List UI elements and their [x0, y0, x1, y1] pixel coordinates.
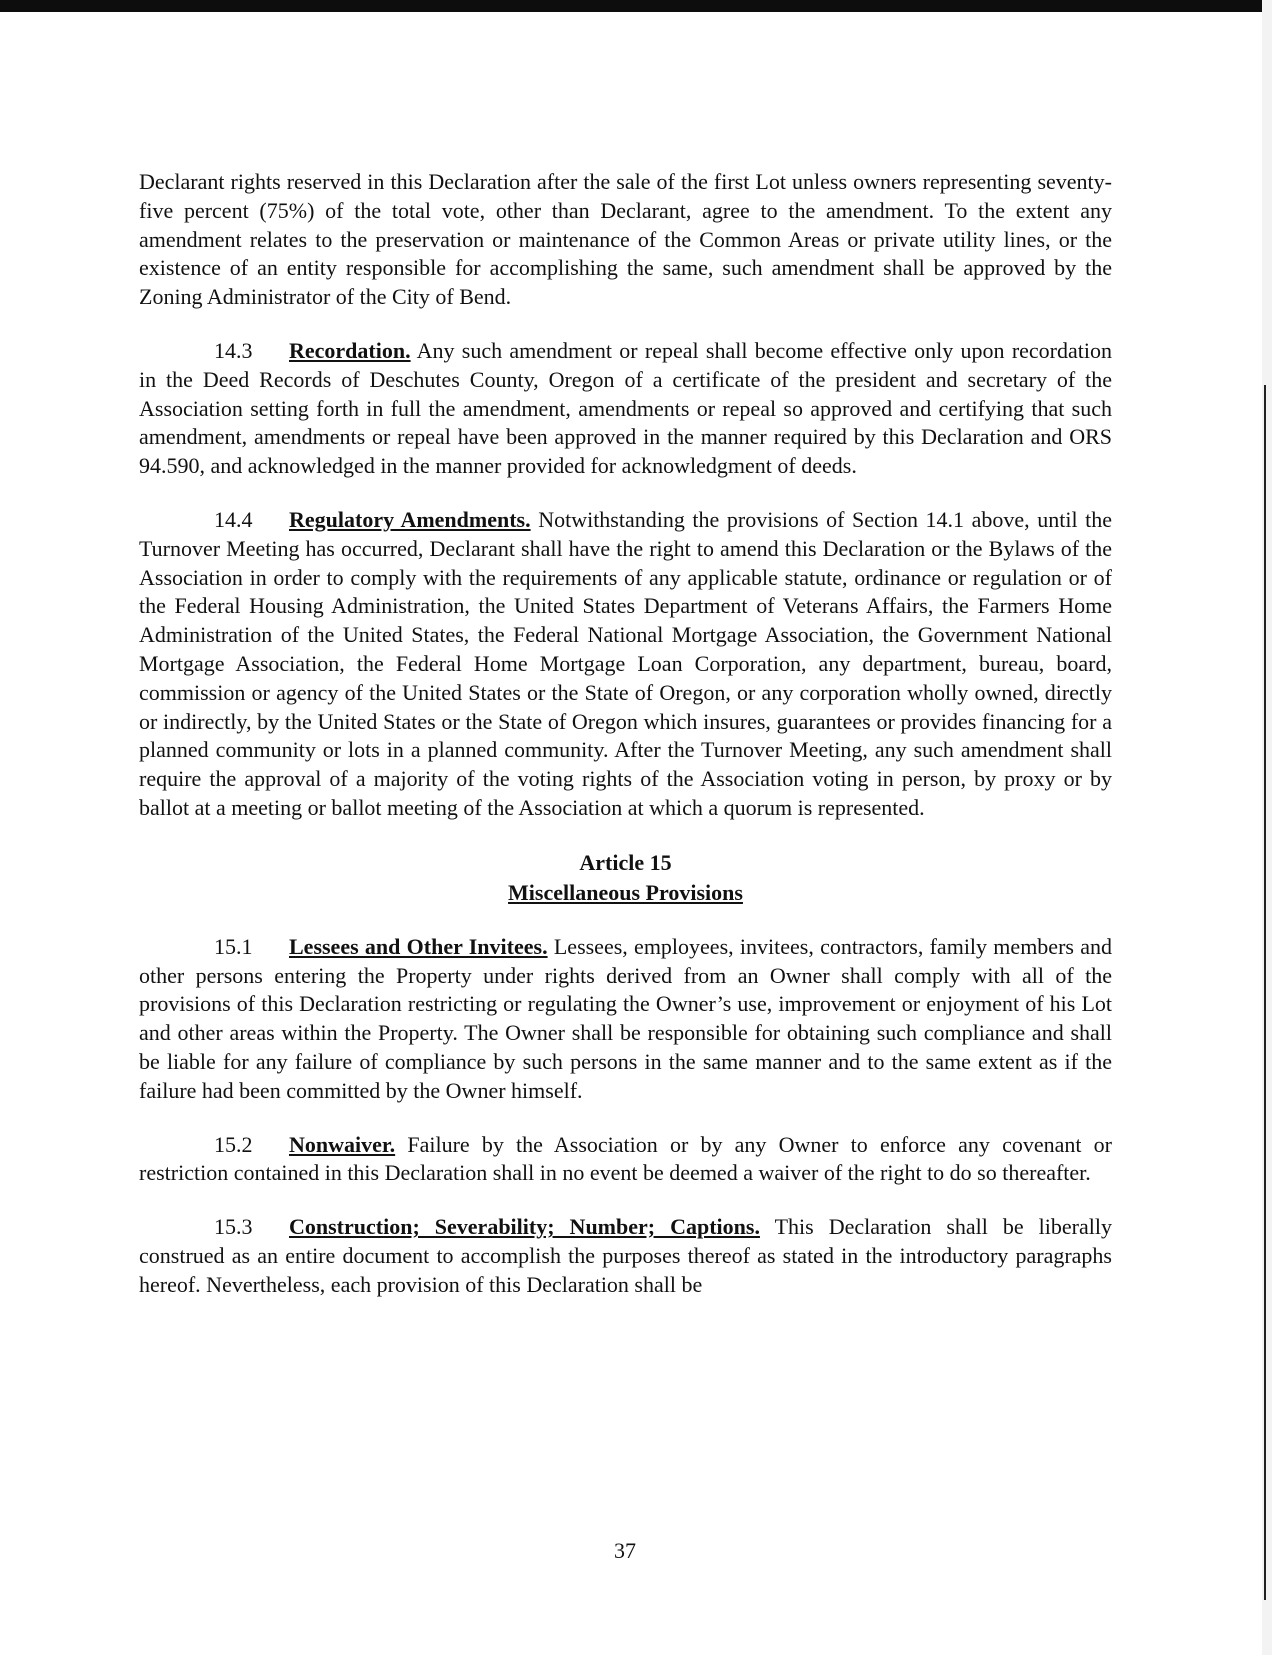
section-heading: Recordation.: [289, 337, 411, 363]
section-heading: Construction; Severability; Number; Captions.: [289, 1214, 760, 1240]
section-body: Any such amendment or repeal shall become effective only upon recordation in the Deed Records of Deschutes County, Oregon of a certificate of the president and secretary of the Association setting forth in full the amendment, amendments or repeal so approved and certifying that such amendment, amendments or repeal have been approved in the manner required by this Declaration and ORS 94.590, and acknowledged in the manner provided for acknowledgment of deeds.: [139, 337, 1112, 479]
section-number: 14.3: [214, 337, 253, 363]
section-14-3: [139, 337, 1112, 481]
section-heading: Lessees and Other Invitees.: [289, 933, 548, 959]
section-15-2: [139, 1131, 1112, 1189]
section-heading: Nonwaiver.: [289, 1131, 396, 1157]
article-heading: [139, 848, 1112, 908]
document-body: [139, 168, 1112, 1325]
section-body: Notwithstanding the provisions of Section 14.1 above, until the Turnover Meeting has occurred, Declarant shall have the right to amend this Declaration or the Bylaws of the Association in order to comply with the requirements of any applicable statute, ordinance or regulation or of the Federal Housing Administration, the United States Department of Veterans Affairs, the Farmers Home Administration of the United States, the Federal National Mortgage Association, the Government National Mortgage Association, the Federal Home Mortgage Loan Corporation, any department, bureau, board, commission or agency of the United States or the State of Oregon, or any corporation wholly owned, directly or indirectly, by the United States or the State of Oregon which insures, guarantees or provides financing for a planned community or lots in a planned community. After the Turnover Meeting, any such amendment shall require the approval of a majority of the voting rights of the Association voting in person, by proxy or by ballot at a meeting or ballot meeting of the Association at which a quorum is represented.: [139, 506, 1112, 820]
section-14-4: [139, 506, 1112, 823]
scan-right-edge-line: [1264, 385, 1266, 1600]
section-number: 14.4: [214, 506, 253, 532]
article-title: Miscellaneous Provisions: [508, 879, 743, 905]
section-body: Lessees, employees, invitees, contractors, family members and other persons entering the Property under rights derived from an Owner shall comply with all of the provisions of this Declaration restricting or regulating the Owner’s use, improvement or enjoyment of his Lot and other areas within the Property. The Owner shall be responsible for obtaining such compliance and shall be liable for any failure of compliance by such persons in the same manner and to the same extent as if the failure had been committed by the Owner himself.: [139, 933, 1112, 1103]
section-number: 15.2: [214, 1131, 253, 1157]
article-label: Article 15: [579, 849, 672, 875]
section-body: This Declaration shall be liberally construed as an entire document to accomplish the purposes thereof as stated in the introductory paragraphs hereof. Nevertheless, each provision of this Declaration shall be: [139, 1214, 1112, 1297]
section-heading: Regulatory Amendments.: [289, 506, 531, 532]
section-15-1: [139, 933, 1112, 1106]
continuation-paragraph: Declarant rights reserved in this Declaration after the sale of the first Lot unless owners representing seventy-five percent (75%) of the total vote, other than Declarant, agree to the amendment. To the extent any amendment relates to the preservation or maintenance of the Common Areas or private utility lines, or the existence of an entity responsible for accomplishing the same, such amendment shall be approved by the Zoning Administrator of the City of Bend.: [139, 169, 1112, 310]
section-body: Failure by the Association or by any Owner to enforce any covenant or restriction contained in this Declaration shall in no event be deemed a waiver of the right to do so thereafter.: [139, 1131, 1113, 1186]
page-number: 37: [614, 1538, 636, 1563]
section-number: 15.3: [214, 1214, 253, 1240]
section-number: 15.1: [214, 933, 253, 959]
section-15-3: [139, 1213, 1112, 1299]
scan-top-border: [0, 0, 1272, 12]
